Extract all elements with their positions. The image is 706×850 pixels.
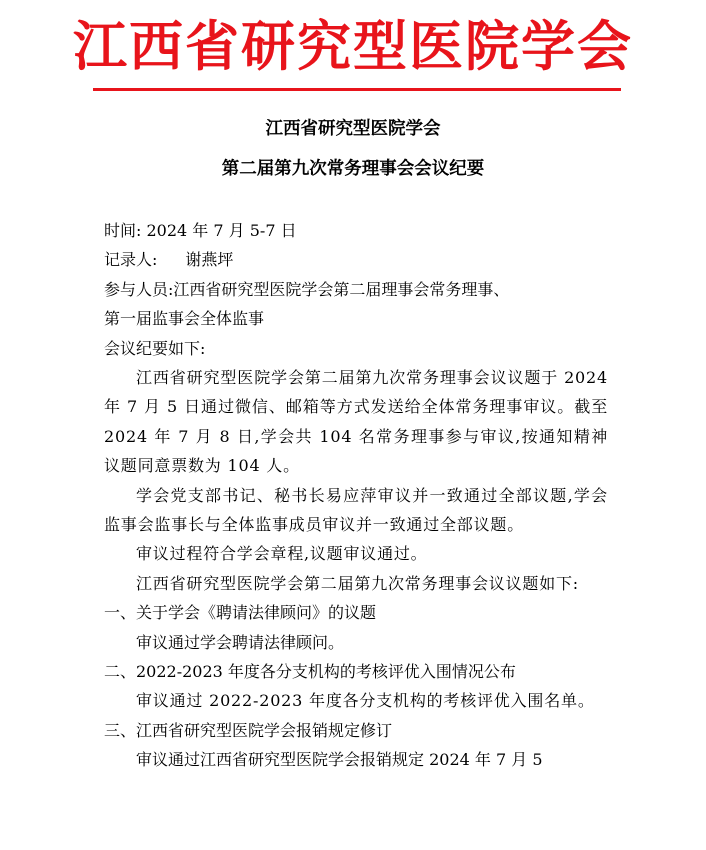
agenda-item-2-result: 审议通过 2022-2023 年度各分支机构的考核评优入围名单。 [136, 691, 595, 711]
time-value: 2024 年 7 月 5-7 日 [146, 221, 297, 240]
paragraph-review-summary: 江西省研究型医院学会第二届第九次常务理事会议议题于 2024 年 7 月 5 日通过微信、邮箱等方式发送给全体常务理事审议。截至 2024 年 7 月 8 日,学会共 104 名常务理事参与审议,按通知精神议题同意票数为 104 人。 [104, 367, 608, 476]
agenda-item-3-result: 审议通过江西省研究型医院学会报销规定 2024 年 7 月 5 [136, 750, 543, 770]
document-title-line2: 第二届第九次常务理事会会议纪要 [221, 159, 485, 179]
time-label: 时间: [104, 221, 142, 240]
document-title-line1: 江西省研究型医院学会 [265, 119, 441, 139]
recorder-label: 记录人: [104, 250, 158, 270]
agenda-item-3-heading: 三、江西省研究型医院学会报销规定修订 [104, 720, 393, 740]
paragraph-agenda-intro: 江西省研究型医院学会第二届第九次常务理事会议议题如下: [136, 573, 579, 593]
recorder-row [104, 245, 608, 274]
agenda-item-1-heading: 一、关于学会《聘请法律顾问》的议题 [104, 603, 377, 623]
participants-row [104, 275, 608, 304]
letterhead-title: 江西省研究型医院学会 [73, 14, 633, 78]
participants-row-continued: 第一届监事会全体监事 [104, 309, 265, 329]
agenda-item-1-result: 审议通过学会聘请法律顾问。 [136, 632, 345, 652]
letterhead-divider [93, 88, 621, 91]
paragraph-compliance: 审议过程符合学会章程,议题审议通过。 [136, 544, 428, 564]
paragraph-party-branch-review: 学会党支部书记、秘书长易应萍审议并一致通过全部议题,学会监事会监事长与全体监事成员审议并一致通过全部议题。 [104, 485, 608, 534]
time-row [104, 216, 608, 245]
minutes-intro: 会议纪要如下: [104, 338, 206, 358]
agenda-item-2-heading: 二、2022-2023 年度各分支机构的考核评优入围情况公布 [104, 662, 516, 681]
participants-value-1: 江西省研究型医院学会第二届理事会常务理事、 [173, 279, 510, 299]
participants-label: 参与人员: [104, 279, 174, 299]
document-body [104, 216, 608, 775]
recorder-value: 谢燕坪 [185, 250, 234, 270]
